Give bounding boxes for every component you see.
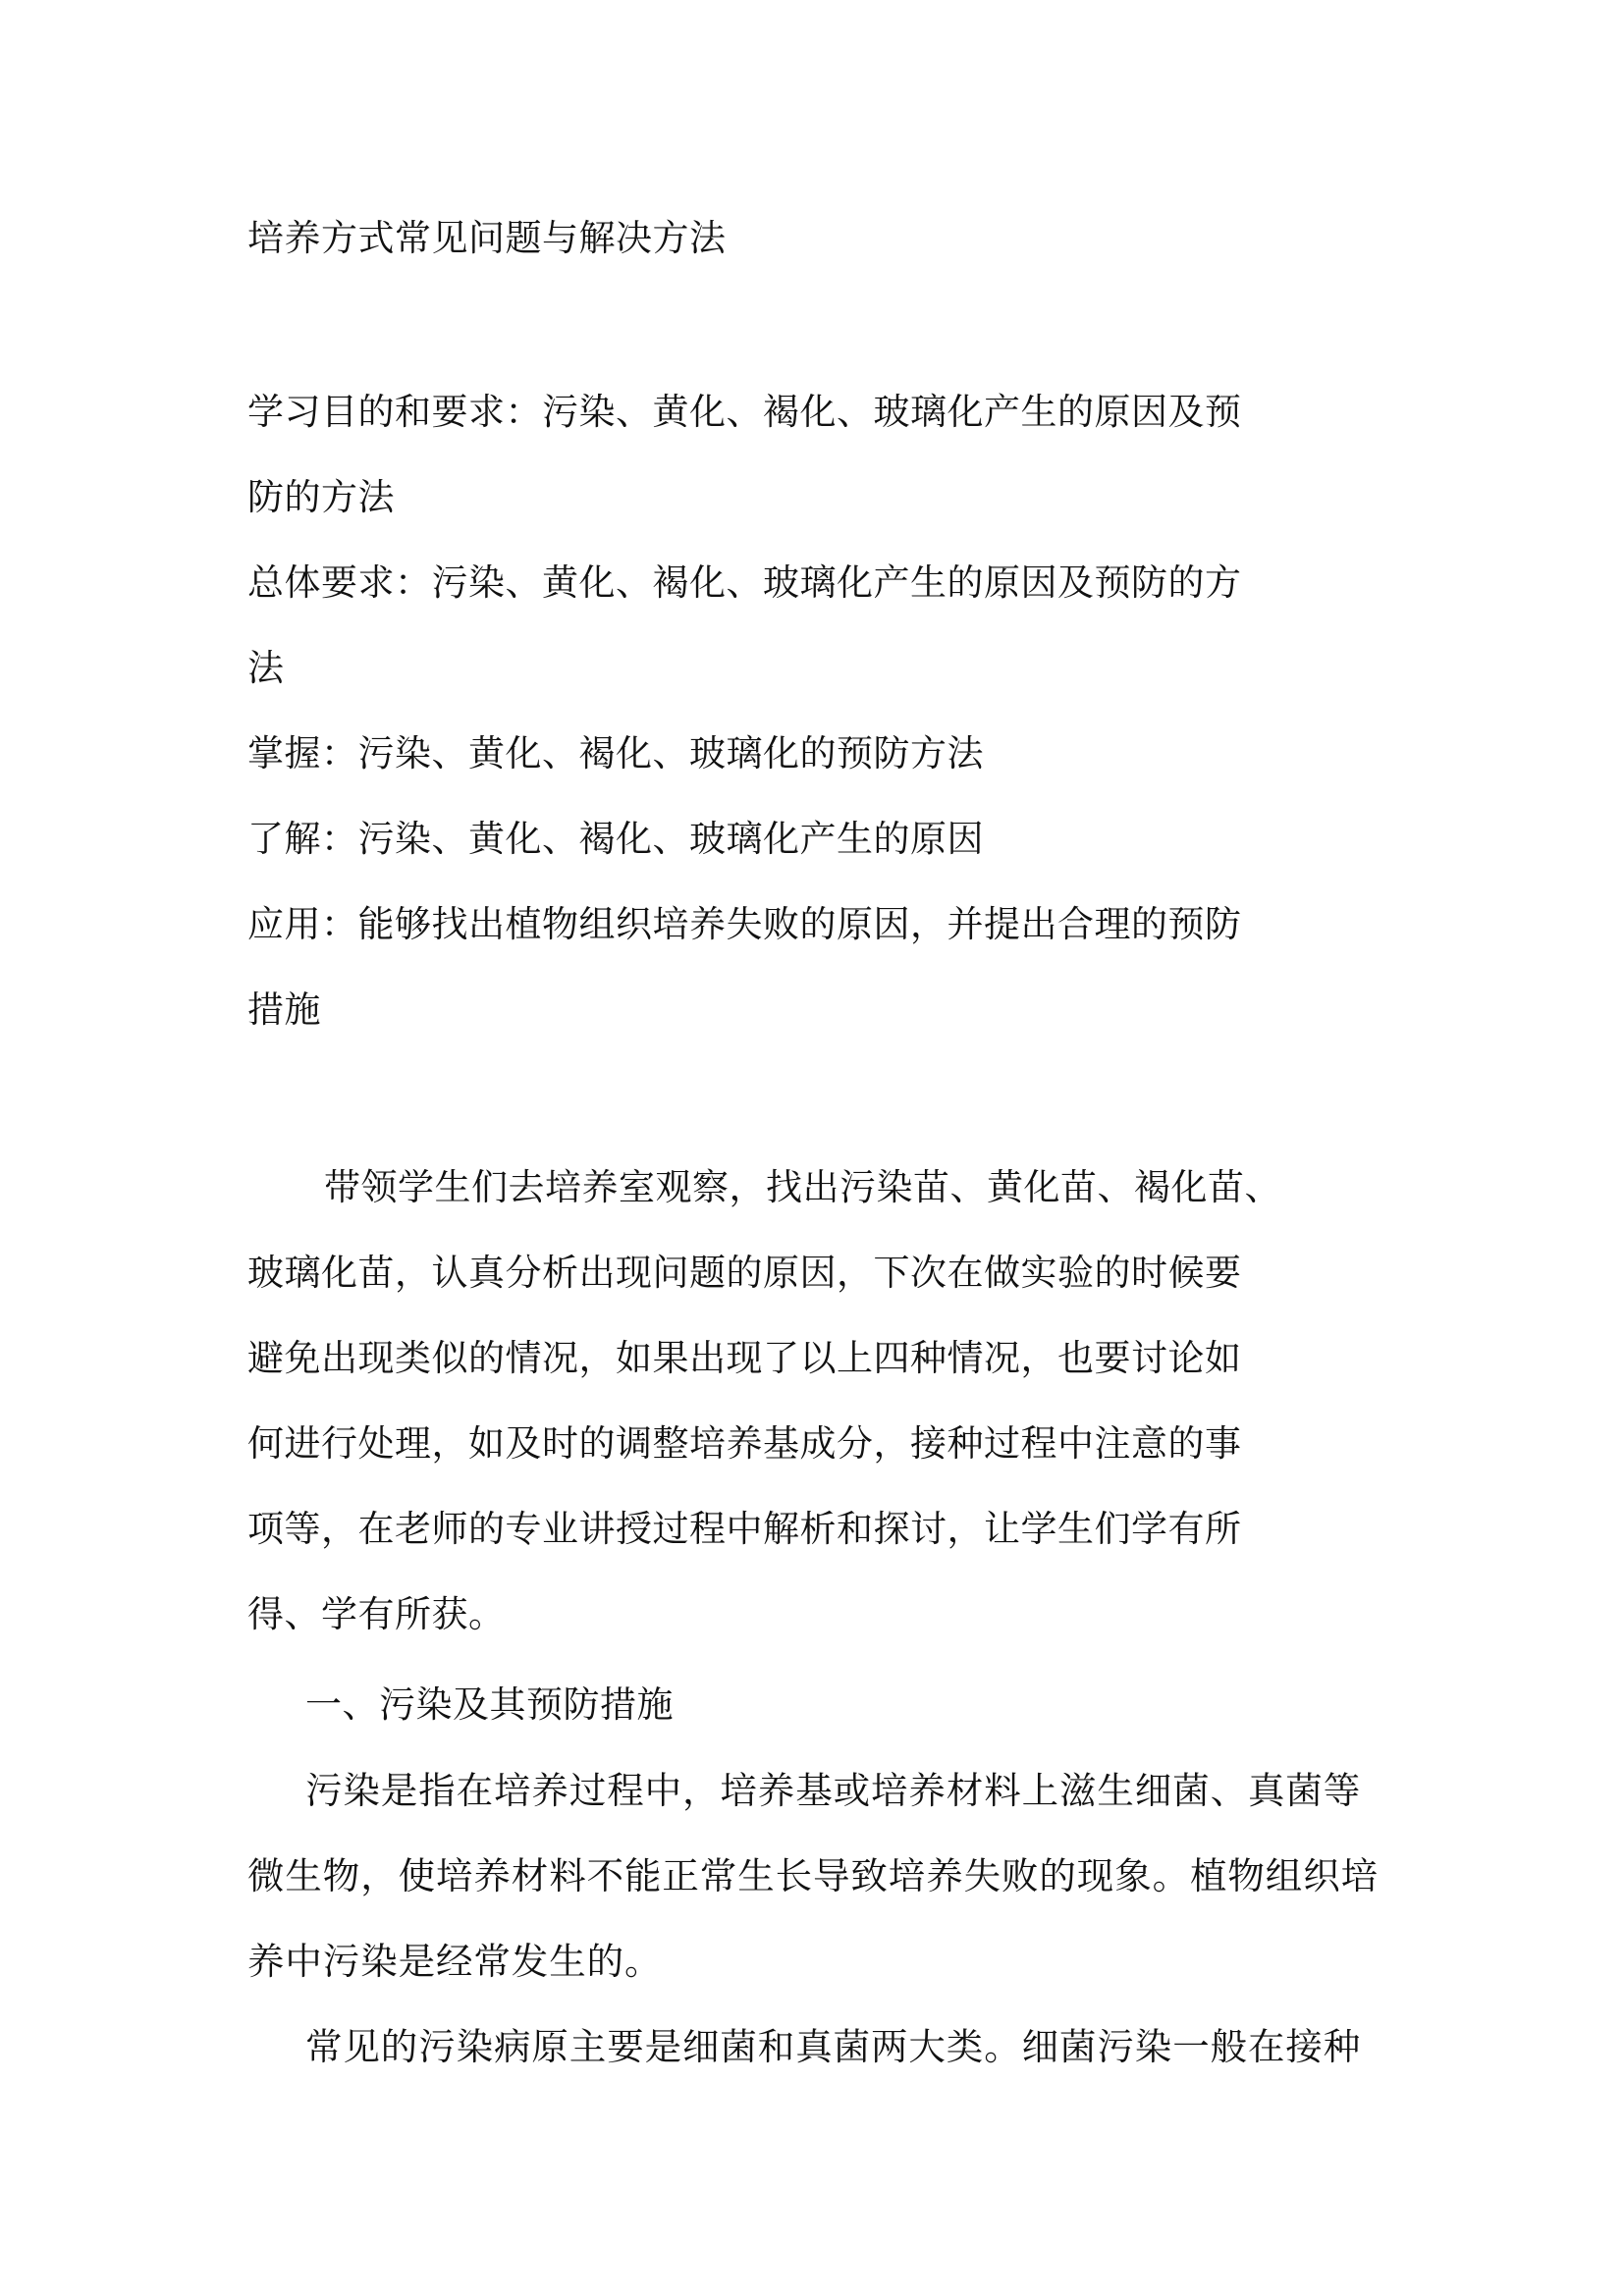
objective-line: 法 <box>247 647 285 689</box>
document-title: 培养方式常见问题与解决方法 <box>247 217 727 259</box>
intro-paragraph-line: 玻璃化苗，认真分析出现问题的原因，下次在做实验的时候要 <box>247 1252 1242 1294</box>
section-paragraph-line: 常见的污染病原主要是细菌和真菌两大类。细菌污染一般在接种 <box>305 2025 1362 2068</box>
section-paragraph-line: 污染是指在培养过程中，培养基或培养材料上滋生细菌、真菌等 <box>305 1769 1362 1812</box>
section-paragraph-line: 养中污染是经常发生的。 <box>247 1940 663 1983</box>
intro-paragraph-line: 避免出现类似的情况，如果出现了以上四种情况，也要讨论如 <box>247 1337 1242 1379</box>
intro-paragraph-line: 项等，在老师的专业讲授过程中解析和探讨，让学生们学有所 <box>247 1508 1242 1550</box>
section-heading: 一、污染及其预防措施 <box>305 1683 674 1726</box>
section-paragraph-line: 微生物，使培养材料不能正常生长导致培养失败的现象。植物组织培 <box>247 1854 1379 1897</box>
intro-paragraph-line: 何进行处理，如及时的调整培养基成分，接种过程中注意的事 <box>247 1422 1242 1465</box>
objective-line: 防的方法 <box>247 476 395 518</box>
objective-line: 了解：污染、黄化、褐化、玻璃化产生的原因 <box>247 818 984 860</box>
objective-line: 掌握：污染、黄化、褐化、玻璃化的预防方法 <box>247 732 984 774</box>
objective-line: 应用：能够找出植物组织培养失败的原因，并提出合理的预防 <box>247 903 1242 945</box>
objective-line: 总体要求：污染、黄化、褐化、玻璃化产生的原因及预防的方 <box>247 561 1242 604</box>
intro-paragraph-line: 带领学生们去培养室观察，找出污染苗、黄化苗、褐化苗、 <box>324 1166 1281 1208</box>
objective-line: 措施 <box>247 988 321 1031</box>
intro-paragraph-line: 得、学有所获。 <box>247 1593 506 1635</box>
objective-line: 学习目的和要求：污染、黄化、褐化、玻璃化产生的原因及预 <box>247 391 1242 433</box>
